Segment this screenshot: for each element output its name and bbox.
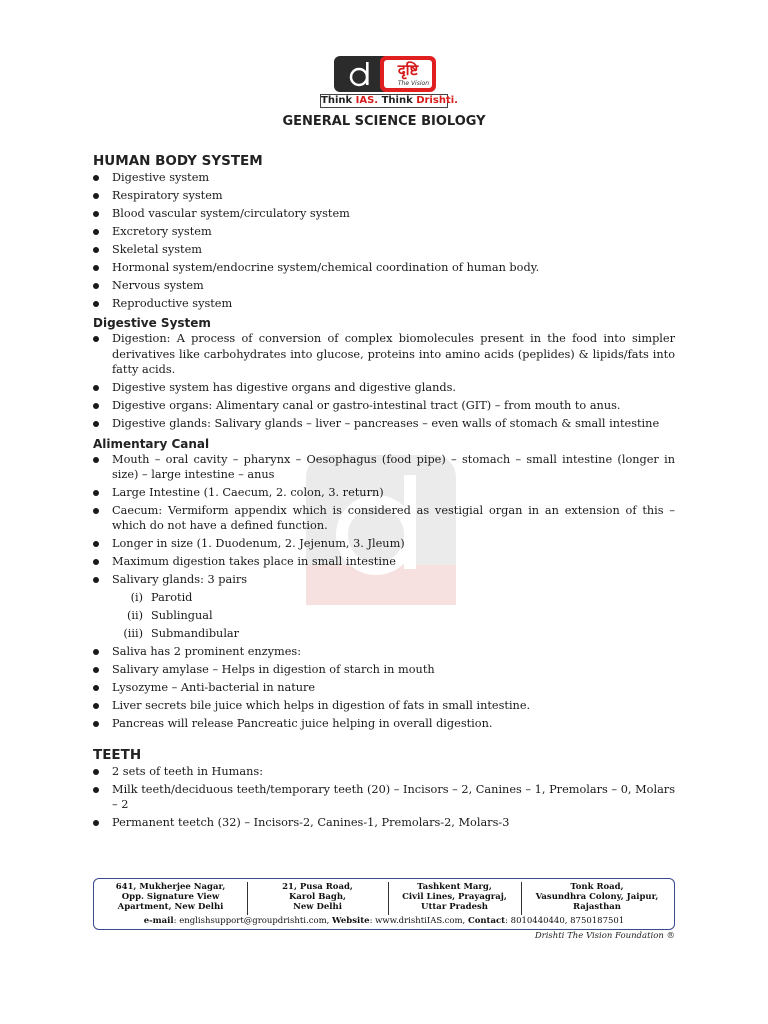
list-item: (ii) Sublingual <box>126 609 213 623</box>
list-item: Mouth – oral cavity – pharynx – Oesophagus (food pipe) – stomach – small intestine (longer in size) – large intestine – anus <box>93 452 675 483</box>
list-item: Permanent teetch (32) – Incisors-2, Canines-1, Premolars-2, Molars-3 <box>93 815 675 830</box>
drishti-hindi-logo <box>380 56 436 92</box>
list-item: Digestive glands: Salivary glands – liver – pancreases – even walls of stomach & small intestine <box>93 416 675 431</box>
list-item: Respiratory system <box>93 188 675 203</box>
main-content <box>93 152 675 833</box>
list-item: Hormonal system/endocrine system/chemical coordination of human body. <box>93 260 675 275</box>
list-item: (i) Parotid <box>130 591 193 605</box>
logo-hindi-text: दृष्टि <box>397 61 419 79</box>
salivary-glands-list <box>93 590 675 641</box>
list-item: 2 sets of teeth in Humans: <box>93 764 675 779</box>
list-item: Saliva has 2 prominent enzymes: <box>93 644 675 659</box>
list-item: Pancreas will release Pancreatic juice helping in overall digestion. <box>93 716 675 731</box>
address-mukherjee-nagar: 641, Mukherjee Nagar, Opp. Signature View Apartment, New Delhi <box>94 882 248 915</box>
list-item: Nervous system <box>93 278 675 293</box>
website-label: Website <box>332 916 370 926</box>
list-item: Skeletal system <box>93 242 675 257</box>
document-title: GENERAL SCIENCE BIOLOGY <box>282 114 486 129</box>
contact-label: Contact <box>467 916 506 926</box>
list-item: Salivary amylase – Helps in digestion of starch in mouth <box>93 662 675 677</box>
list-item: Digestive system <box>93 170 675 185</box>
address-tonk-road: Tonk Road, Vasundhra Colony, Jaipur, Rajasthan <box>535 882 659 912</box>
alimentary-list-continued <box>93 644 675 731</box>
list-item: Large Intestine (1. Caecum, 2. colon, 3. return) <box>93 485 675 500</box>
list-item: Reproductive system <box>93 296 675 311</box>
teeth-list <box>93 764 675 831</box>
logo-hindi-sub: The Vision <box>397 80 429 87</box>
list-item: Lysozyme – Anti-bacterial in nature <box>93 680 675 695</box>
foundation-credit: Drishti The Vision Foundation ® <box>534 931 675 941</box>
contact-line <box>94 916 674 927</box>
list-item: Maximum digestion takes place in small intestine <box>93 554 675 569</box>
section-heading-human-body: HUMAN BODY SYSTEM <box>93 153 263 169</box>
email-label: e-mail <box>143 916 174 926</box>
list-item: (iii) Submandibular <box>123 627 240 641</box>
footer-address-box <box>93 878 675 930</box>
list-item: Excretory system <box>93 224 675 239</box>
email-value[interactable]: : englishsupport@groupdrishti.com, <box>173 916 333 926</box>
list-item: Digestive organs: Alimentary canal or gastro-intestinal tract (GIT) – from mouth to anus. <box>93 398 675 413</box>
human-body-list <box>93 170 675 311</box>
list-item: Caecum: Vermiform appendix which is considered as vestigial organ in an extension of this – which do not have a defined function. <box>93 503 675 534</box>
section-heading-teeth: TEETH <box>93 746 142 763</box>
list-item: Salivary glands: 3 pairs <box>93 572 675 587</box>
list-item: Digestive system has digestive organs and digestive glands. <box>93 380 675 395</box>
digestive-list <box>93 331 675 431</box>
subsection-heading-digestive: Digestive System <box>93 316 211 331</box>
address-pusa-road: 21, Pusa Road, Karol Bagh, New Delhi <box>247 882 389 915</box>
list-item: Blood vascular system/circulatory system <box>93 206 675 221</box>
contact-value: : 8010440440, 8750187501 <box>505 916 625 926</box>
subsection-heading-alimentary: Alimentary Canal <box>93 436 210 451</box>
list-item: Milk teeth/deciduous teeth/temporary teeth (20) – Incisors – 2, Canines – 1, Premolars – 0, Molars – 2 <box>93 782 675 813</box>
list-item: Liver secrets bile juice which helps in digestion of fats in small intestine. <box>93 698 675 713</box>
website-value[interactable]: : www.drishtiIAS.com, <box>369 916 468 926</box>
alimentary-list <box>93 452 675 588</box>
brand-logo <box>320 56 458 110</box>
list-item: Longer in size (1. Duodenum, 2. Jejenum, 3. Jleum) <box>93 536 675 551</box>
address-tashkent-marg: Tashkent Marg, Civil Lines, Prayagraj, Uttar Pradesh <box>388 882 522 915</box>
list-item: Digestion: A process of conversion of complex biomolecules present in the food into simpler derivatives like carbohydrates into glucose, proteins into amino acids (peplides) & lipids/fats into fatty acids. <box>93 331 675 377</box>
logo-tagline: Think IAS. Think Drishti. <box>321 95 458 106</box>
